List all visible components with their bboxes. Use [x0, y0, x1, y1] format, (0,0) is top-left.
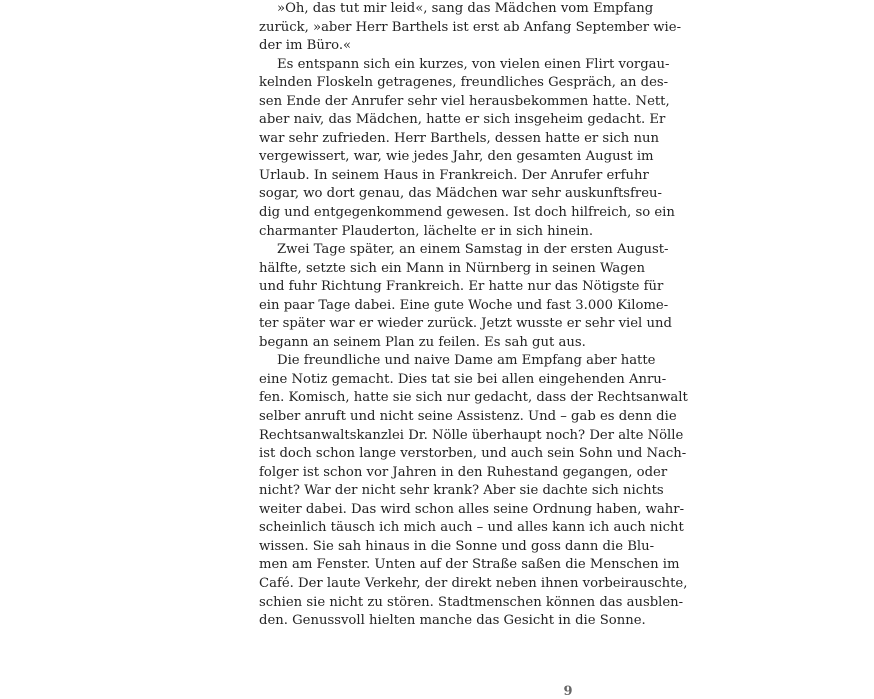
text-line: hälfte, setzte sich ein Mann in Nürnberg in seinen Wagen	[259, 260, 645, 276]
text-line: folger ist schon vor Jahren in den Ruhestand gegangen, oder	[259, 464, 668, 480]
text-line: sogar, wo dort genau, das Mädchen war sehr auskunftsfreu-	[259, 186, 662, 202]
text-line: begann an seinem Plan zu feilen. Es sah gut aus.	[259, 334, 586, 350]
text-line: zurück, »aber Herr Barthels ist erst ab Anfang September wie-	[259, 19, 682, 35]
text-line: kelnden Floskeln getragenes, freundliches Gespräch, an des-	[259, 75, 669, 91]
text-line: dig und entgegenkommend gewesen. Ist doch hilfreich, so ein	[259, 205, 675, 221]
text-line: nicht? War der nicht sehr krank? Aber sie dachte sich nichts	[259, 483, 664, 499]
text-line: war sehr zufrieden. Herr Barthels, dessen hatte er sich nun	[259, 130, 659, 146]
text-line: charmanter Plauderton, lächelte er in sich hinein.	[259, 223, 594, 239]
paragraph	[259, 0, 682, 56]
text-line: Rechtsanwaltskanzlei Dr. Nölle überhaupt noch? Der alte Nölle	[259, 427, 684, 443]
text-line: Urlaub. In seinem Haus in Frankreich. Der Anrufer erfuhr	[259, 167, 649, 183]
text-line: aber naiv, das Mädchen, hatte er sich insgeheim gedacht. Er	[259, 112, 666, 128]
text-line: der im Büro.«	[259, 38, 352, 54]
text-line: scheinlich täusch ich mich auch – und alles kann ich auch nicht	[259, 520, 684, 536]
text-line: Café. Der laute Verkehr, der direkt neben ihnen vorbeirauschte,	[259, 575, 688, 591]
body-text	[259, 0, 688, 631]
text-line: ist doch schon lange verstorben, und auch sein Sohn und Nach-	[259, 446, 687, 462]
text-line: »Oh, das tut mir leid«, sang das Mädchen vom Empfang	[277, 1, 654, 16]
paragraph	[259, 241, 672, 352]
text-line: vergewissert, war, wie jedes Jahr, den gesamten August im	[259, 149, 654, 165]
text-line: den. Genussvoll hielten manche das Gesicht in die Sonne.	[259, 613, 646, 629]
text-line: wissen. Sie sah hinaus in die Sonne und goss dann die Blu-	[259, 538, 655, 554]
text-line: sen Ende der Anrufer sehr viel herausbekommen hatte. Nett,	[259, 93, 670, 109]
text-line: und fuhr Richtung Frankreich. Er hatte nur das Nötigste für	[259, 279, 664, 295]
paragraph	[259, 56, 675, 241]
text-line: ein paar Tage dabei. Eine gute Woche und fast 3.000 Kilome-	[259, 297, 669, 313]
text-line: schien sie nicht zu stören. Stadtmenschen können das ausblen-	[259, 594, 684, 610]
text-line: selber anruft und nicht seine Assistenz. Und – gab es denn die	[259, 409, 677, 425]
text-line: Es entspann sich ein kurzes, von vielen einen Flirt vorgau-	[277, 56, 670, 72]
text-line: Die freundliche und naive Dame am Empfang aber hatte	[277, 353, 656, 369]
text-line: eine Notiz gemacht. Dies tat sie bei allen eingehenden Anru-	[259, 371, 667, 387]
text-line: Zwei Tage später, an einem Samstag in der ersten August-	[277, 242, 669, 258]
text-line: ter später war er wieder zurück. Jetzt wusste er sehr viel und	[259, 316, 672, 332]
text-line: weiter dabei. Das wird schon alles seine Ordnung haben, wahr-	[259, 501, 685, 517]
text-line: men am Fenster. Unten auf der Straße saßen die Menschen im	[259, 557, 680, 573]
paragraph	[259, 352, 688, 630]
text-line: fen. Komisch, hatte sie sich nur gedacht, dass der Rechtsanwalt	[259, 390, 688, 406]
page-number: 9	[563, 684, 573, 699]
